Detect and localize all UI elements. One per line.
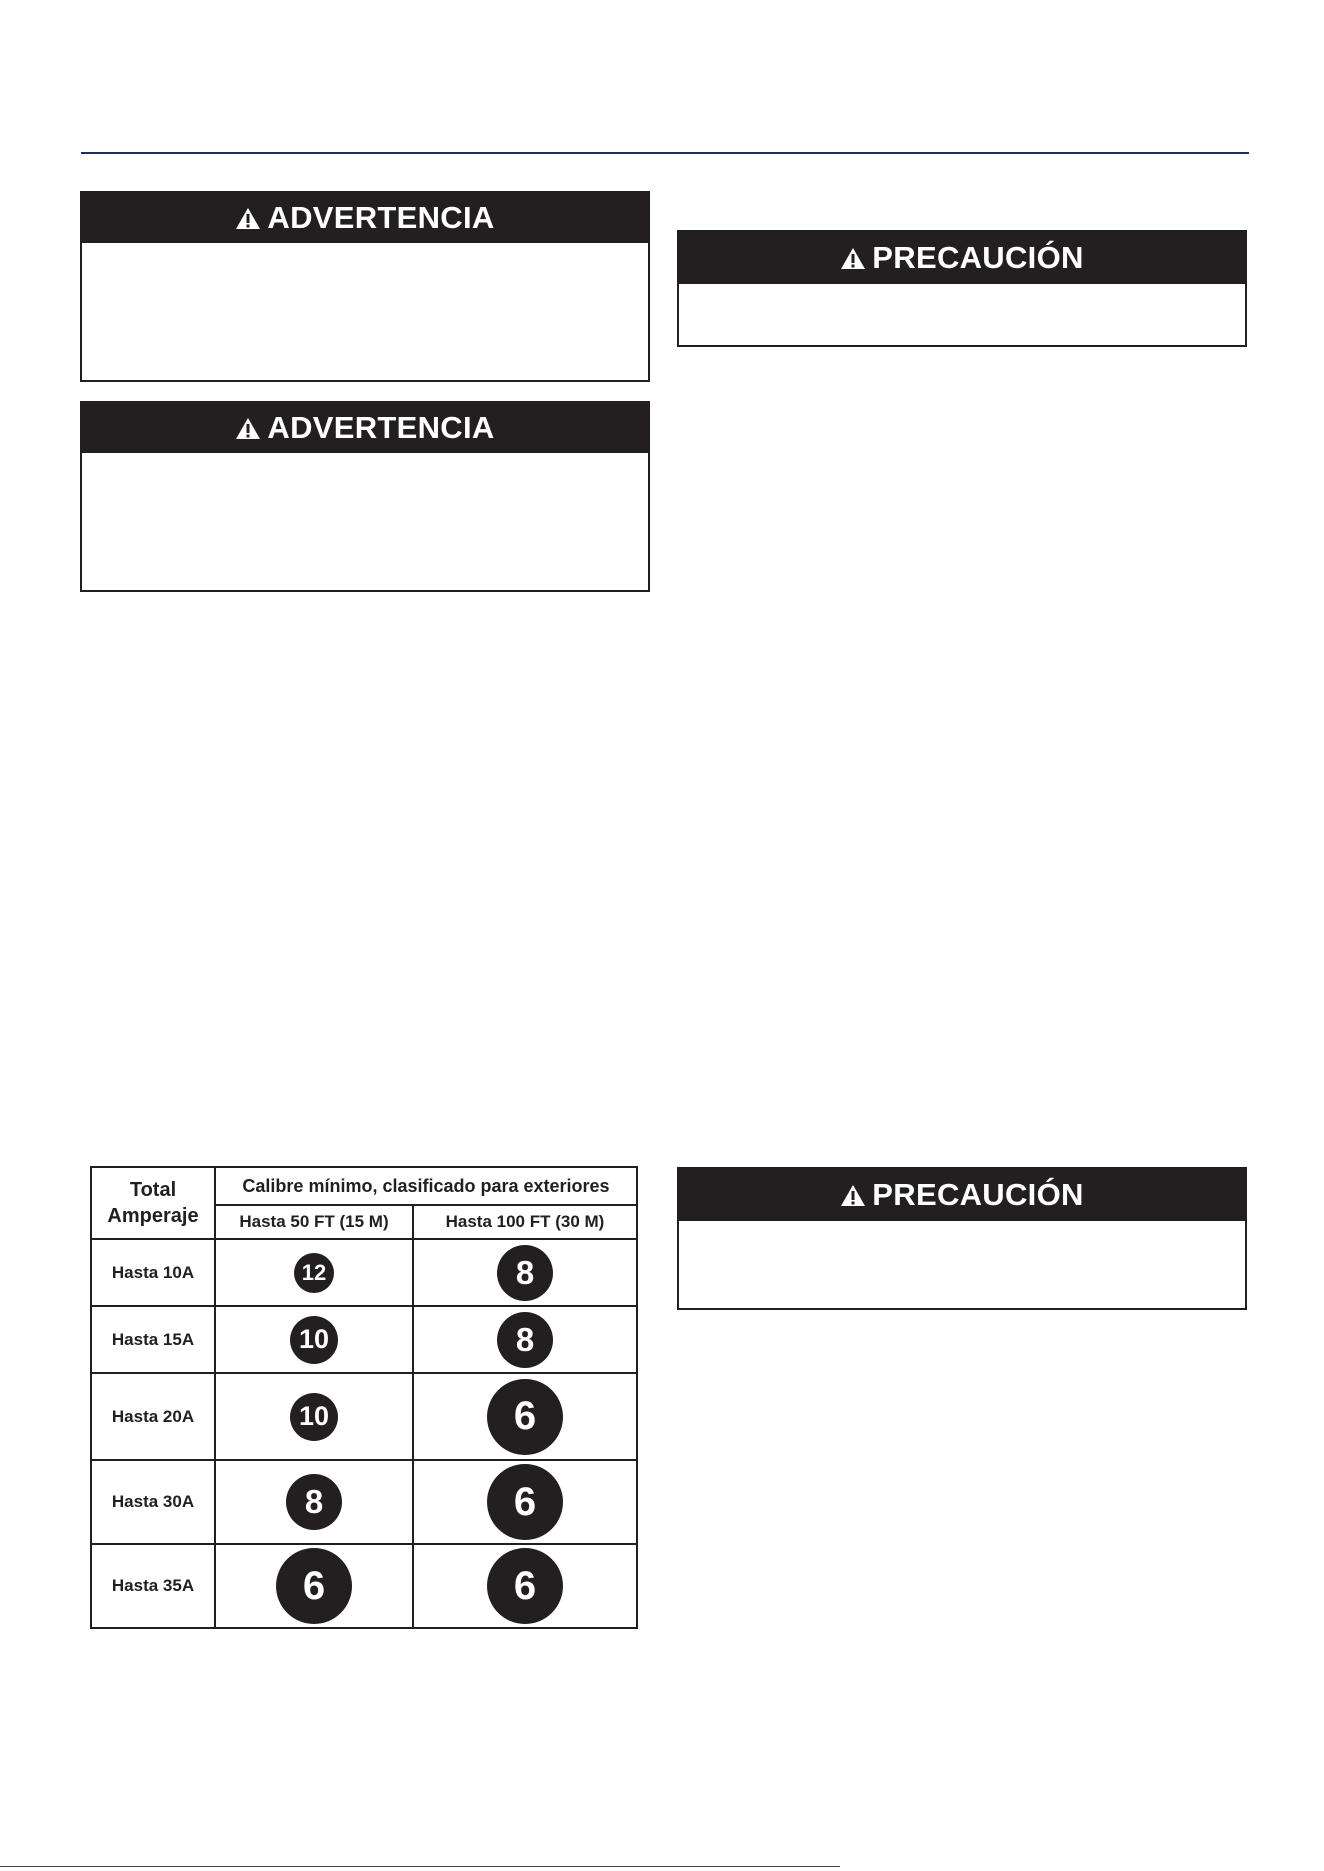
warning-box-1 bbox=[80, 191, 650, 382]
gauge-badge: 10 bbox=[290, 1393, 338, 1441]
table-row bbox=[91, 1306, 637, 1373]
header-100ft: Hasta 100 FT (30 M) bbox=[413, 1205, 637, 1239]
amperage-cell: Hasta 30A bbox=[91, 1460, 215, 1544]
gauge-badge: 6 bbox=[487, 1464, 563, 1540]
gauge-50-cell bbox=[215, 1306, 413, 1373]
gauge-badge: 6 bbox=[276, 1548, 352, 1624]
warning-header bbox=[82, 403, 648, 453]
gauge-100-cell bbox=[413, 1373, 637, 1460]
gauge-100-cell bbox=[413, 1460, 637, 1544]
gauge-100-cell bbox=[413, 1544, 637, 1628]
warning-box-2 bbox=[80, 401, 650, 592]
caution-header bbox=[679, 232, 1245, 284]
warning-title: ADVERTENCIA bbox=[267, 200, 495, 235]
caution-box-1 bbox=[677, 230, 1247, 347]
gauge-50-cell bbox=[215, 1544, 413, 1628]
gauge-badge: 6 bbox=[487, 1548, 563, 1624]
table-row bbox=[91, 1460, 637, 1544]
warning-title: ADVERTENCIA bbox=[267, 410, 495, 445]
caution-title: PRECAUCIÓN bbox=[872, 240, 1084, 275]
header-50ft: Hasta 50 FT (15 M) bbox=[215, 1205, 413, 1239]
warning-header bbox=[82, 193, 648, 243]
gauge-100-cell bbox=[413, 1306, 637, 1373]
gauge-badge: 8 bbox=[497, 1312, 553, 1368]
table-row bbox=[91, 1373, 637, 1460]
amperage-cell: Hasta 10A bbox=[91, 1239, 215, 1306]
gauge-badge: 8 bbox=[497, 1245, 553, 1301]
header-total-amperage: Total Amperaje bbox=[91, 1167, 215, 1239]
warning-triangle-icon bbox=[840, 1184, 866, 1207]
gauge-badge: 12 bbox=[294, 1253, 334, 1293]
table-row bbox=[91, 1239, 637, 1306]
header-rule bbox=[81, 152, 1249, 154]
amperage-cell: Hasta 20A bbox=[91, 1373, 215, 1460]
gauge-badge: 10 bbox=[290, 1316, 338, 1364]
warning-triangle-icon bbox=[235, 417, 261, 440]
header-min-gauge: Calibre mínimo, clasificado para exteriores bbox=[215, 1167, 637, 1205]
gauge-badge: 8 bbox=[286, 1474, 342, 1530]
caution-title: PRECAUCIÓN bbox=[872, 1177, 1084, 1212]
warning-triangle-icon bbox=[840, 247, 866, 270]
amperage-cell: Hasta 15A bbox=[91, 1306, 215, 1373]
gauge-badge: 6 bbox=[487, 1379, 563, 1455]
gauge-50-cell bbox=[215, 1239, 413, 1306]
amperage-cell: Hasta 35A bbox=[91, 1544, 215, 1628]
caution-box-2 bbox=[677, 1167, 1247, 1310]
gauge-50-cell bbox=[215, 1373, 413, 1460]
table-row bbox=[91, 1544, 637, 1628]
warning-triangle-icon bbox=[235, 207, 261, 230]
caution-header bbox=[679, 1169, 1245, 1221]
gauge-100-cell bbox=[413, 1239, 637, 1306]
gauge-50-cell bbox=[215, 1460, 413, 1544]
footer-rule bbox=[0, 1866, 840, 1867]
extension-cord-gauge-table bbox=[90, 1166, 638, 1629]
